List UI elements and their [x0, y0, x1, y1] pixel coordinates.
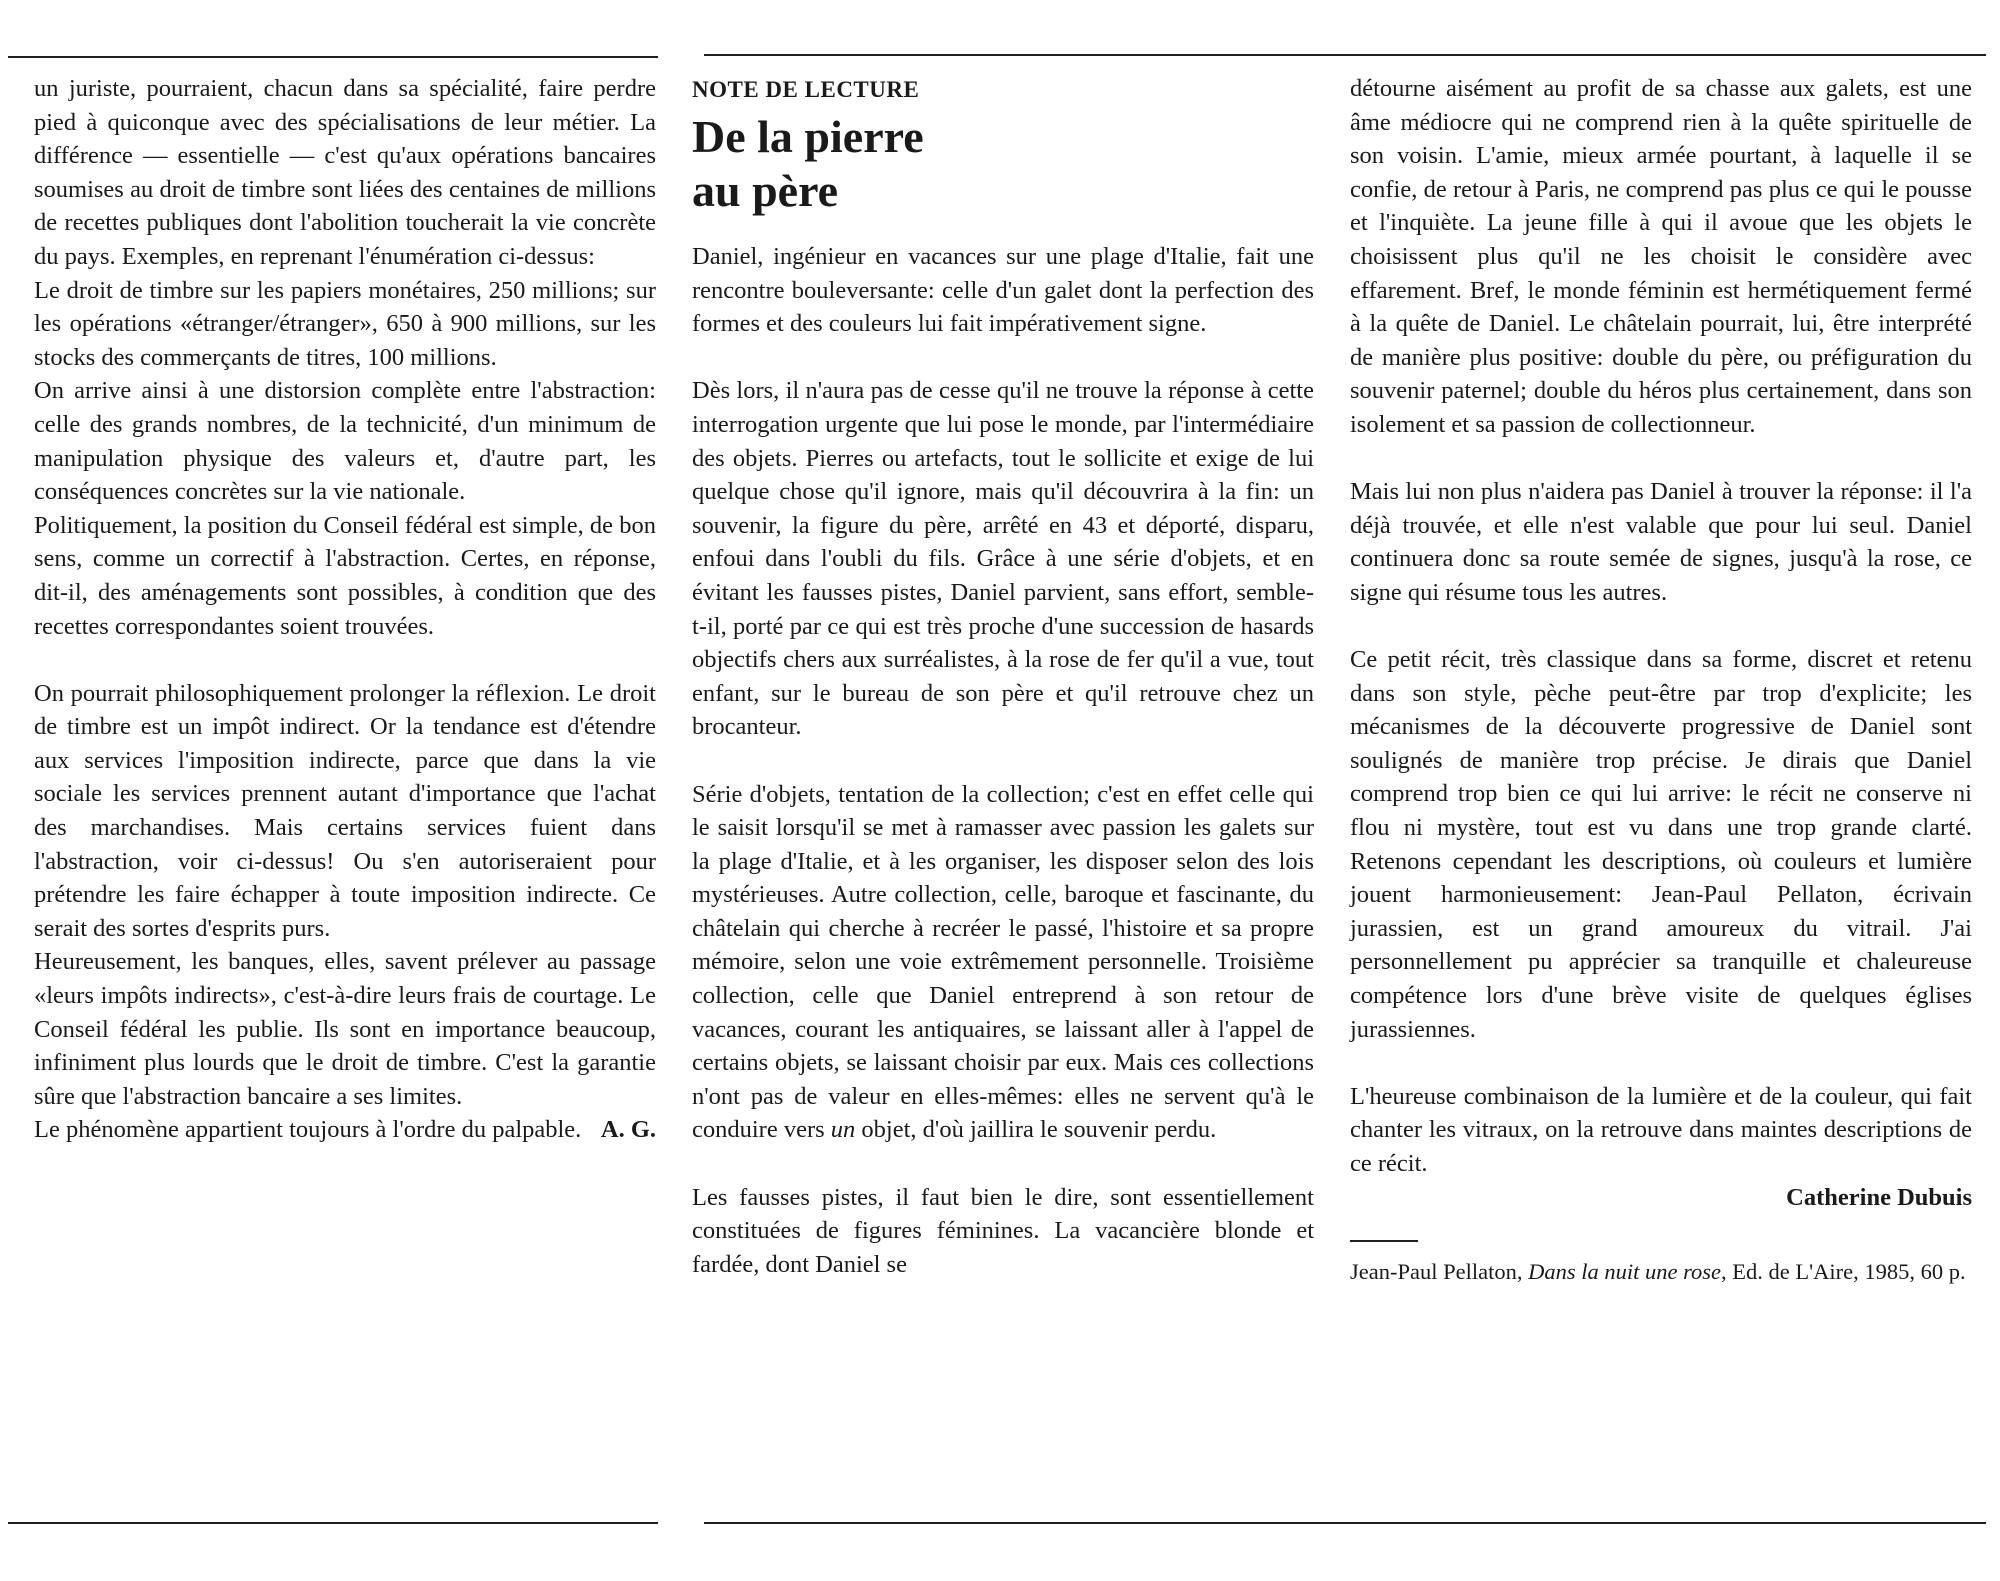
paragraph: Ce petit récit, très classique dans sa forme, discret et retenu dans son style, pèche peut-être par trop d'explicite; les mécanismes de la découverte progressive de Daniel sont soulignés de manière trop précise. Je dirais que Daniel comprend trop bien ce qui lui arrive: le récit ne conserve ni flou ni mystère, tout est vu dans une trop grande clarté. Retenons cependant les descriptions, où couleurs et lumière jouent harmonieusement: Jean-Paul Pellaton, écrivain jurassien, est un grand amoureux du vitrail. J'ai personnellement pu apprécier sa tranquille et chaleureuse compétence lors d'une brève visite de quelques églises jurassiennes. — [1350, 646, 1972, 1043]
author-signature: Catherine Dubuis — [1786, 1183, 1972, 1211]
title-line-2: au père — [692, 165, 839, 216]
author-initials: A. G. — [600, 1116, 656, 1144]
paragraph: un juriste, pourraient, chacun dans sa spécialité, faire perdre pied à quiconque avec des spécialisations de leur métier. La différence — essentielle — c'est qu'aux opérations bancaires soumises au droit de timbre sont liées des centaines de millions de recettes publiques dont l'abolition toucherait la vie concrète du pays. Exemples, en reprenant l'énumération ci-dessus: — [34, 75, 656, 270]
review-column-middle — [692, 72, 1314, 1281]
paragraph: Heureusement, les banques, elles, savent prélever au passage «leurs impôts indirects», c'est-à-dire leurs frais de courtage. Le Conseil fédéral les publie. Ils sont en importance beaucoup, infiniment plus lourds que le droit de timbre. C'est la garantie sûre que l'abstraction bancaire a ses limites. — [34, 948, 656, 1110]
emphasis: un — [830, 1116, 856, 1144]
left-article-column — [34, 72, 656, 1147]
paragraph: On arrive ainsi à une distorsion complète entre l'abstraction: celle des grands nombres, de la technicité, d'un minimum de manipulation physique des valeurs et, d'autre part, les conséquences concrètes sur la vie nationale. — [34, 377, 656, 506]
article-title — [692, 110, 1314, 218]
last-paragraph — [34, 1113, 656, 1147]
bottom-rule-right — [704, 1522, 1986, 1524]
paragraph: Daniel, ingénieur en vacances sur une plage d'Italie, fait une rencontre bouleversante: celle d'un galet dont la perfection des formes et des couleurs lui fait impérativement signe. — [692, 243, 1314, 338]
bottom-rule-left — [8, 1522, 658, 1524]
paragraph-text: objet, d'où jaillira le souvenir perdu. — [855, 1116, 1217, 1144]
paragraph: Dès lors, il n'aura pas de cesse qu'il ne trouve la réponse à cette interrogation urgente que lui pose le monde, par l'intermédiaire des objets. Pierres ou artefacts, tout le sollicite et exige de lui quelque chose qu'il ignore, mais qu'il découvrira à la fin: un souvenir, la figure du père, arrêté en 43 et déporté, disparu, enfoui dans l'oubli du fils. Grâce à une série d'objets, et en évitant les fausses pistes, Daniel parvient, sans effort, semble-t-il, porté par ce qui est très proche d'une succession de hasards objectifs chers aux surréalistes, à la rose de fer qu'il a vue, tout enfant, sur le bureau de son père et qu'il retrouve chez un brocanteur. — [692, 377, 1314, 741]
paragraph-text: Série d'objets, tentation de la collection; c'est en effet celle qui le saisit lorsqu'il se met à ramasser avec passion les galets sur la plage d'Italie, et à les organiser, les disposer selon des lois mystérieuses. Autre collection, celle, baroque et fascinante, du châtelain qui cherche à recréer le passé, l'histoire et sa propre mémoire, selon une voie extrêmement personnelle. Troisième collection, celle que Daniel entreprend à son retour de vacances, courant les antiquaires, se laissant aller à l'appel de certains objets, se laissant choisir par eux. Mais ces collections n'ont pas de valeur en elles-mêmes: elles ne servent qu'à le conduire vers — [692, 780, 1314, 1144]
footnote-rule — [1350, 1240, 1418, 1242]
title-line-1: De la pierre — [692, 111, 924, 162]
paragraph: Le droit de timbre sur les papiers monétaires, 250 millions; sur les opérations «étranger/étranger», 650 à 900 millions, sur les stocks des commerçants de titres, 100 millions. — [34, 276, 656, 371]
paragraph: Politiquement, la position du Conseil fédéral est simple, de bon sens, comme un correctif à l'abstraction. Certes, en réponse, dit-il, des aménagements sont possibles, à condition que des recettes correspondantes soient trouvées. — [34, 511, 656, 640]
paragraph: détourne aisément au profit de sa chasse aux galets, est une âme médiocre qui ne comprend rien à la quête spirituelle de son voisin. L'amie, mieux armée pourtant, à laquelle il se confie, de retour à Paris, ne comprend pas plus ce qui le pousse et l'inquiète. La jeune fille à qui il avoue que les objets le choisissent plus qu'il ne les choisit le considère avec effarement. Bref, le monde féminin est hermétiquement fermé à la quête de Daniel. Le châtelain pourrait, lui, être interprété de manière plus positive: double du père, ou préfiguration du souvenir paternel; double du héros plus certainement, dans son isolement et sa passion de collectionneur. — [1350, 75, 1972, 438]
paragraph — [692, 778, 1314, 1148]
paragraph: L'heureuse combinaison de la lumière et de la couleur, qui fait chanter les vitraux, on la retrouve dans maintes descriptions de ce récit. — [1350, 1082, 1972, 1177]
top-rule-left — [8, 56, 658, 58]
book-reference-footnote — [1350, 1256, 1972, 1287]
paragraph: Les fausses pistes, il faut bien le dire, sont essentiellement constituées de figures féminines. La vacancière blonde et fardée, dont Daniel se — [692, 1183, 1314, 1278]
review-column-right — [1350, 72, 1972, 1287]
paragraph: Mais lui non plus n'aidera pas Daniel à trouver la réponse: il l'a déjà trouvée, et elle n'est valable que pour lui seul. Daniel continuera donc sa route semée de signes, jusqu'à la rose, ce signe qui résume tous les autres. — [1350, 478, 1972, 606]
book-title: Dans la nuit une rose — [1528, 1259, 1722, 1285]
paragraph-text: Le phénomène appartient toujours à l'ordre du palpable. — [34, 1116, 582, 1144]
paragraph: On pourrait philosophiquement prolonger la réflexion. Le droit de timbre est un impôt indirect. Or la tendance est d'étendre aux services l'imposition indirecte, parce que dans la vie sociale les services prennent autant d'importance que l'achat des marchandises. Mais certains services fuient dans l'abstraction, voir ci-dessus! Ou s'en autoriseraient pour prétendre les faire échapper à toute imposition indirecte. Ce serait des sortes d'esprits purs. — [34, 679, 656, 942]
top-rule-right — [704, 54, 1986, 56]
footnote-author: Jean-Paul Pellaton, — [1350, 1259, 1529, 1285]
footnote-publisher: , Ed. de L'Aire, 1985, 60 p. — [1721, 1259, 1966, 1285]
section-rubric: NOTE DE LECTURE — [692, 77, 920, 102]
